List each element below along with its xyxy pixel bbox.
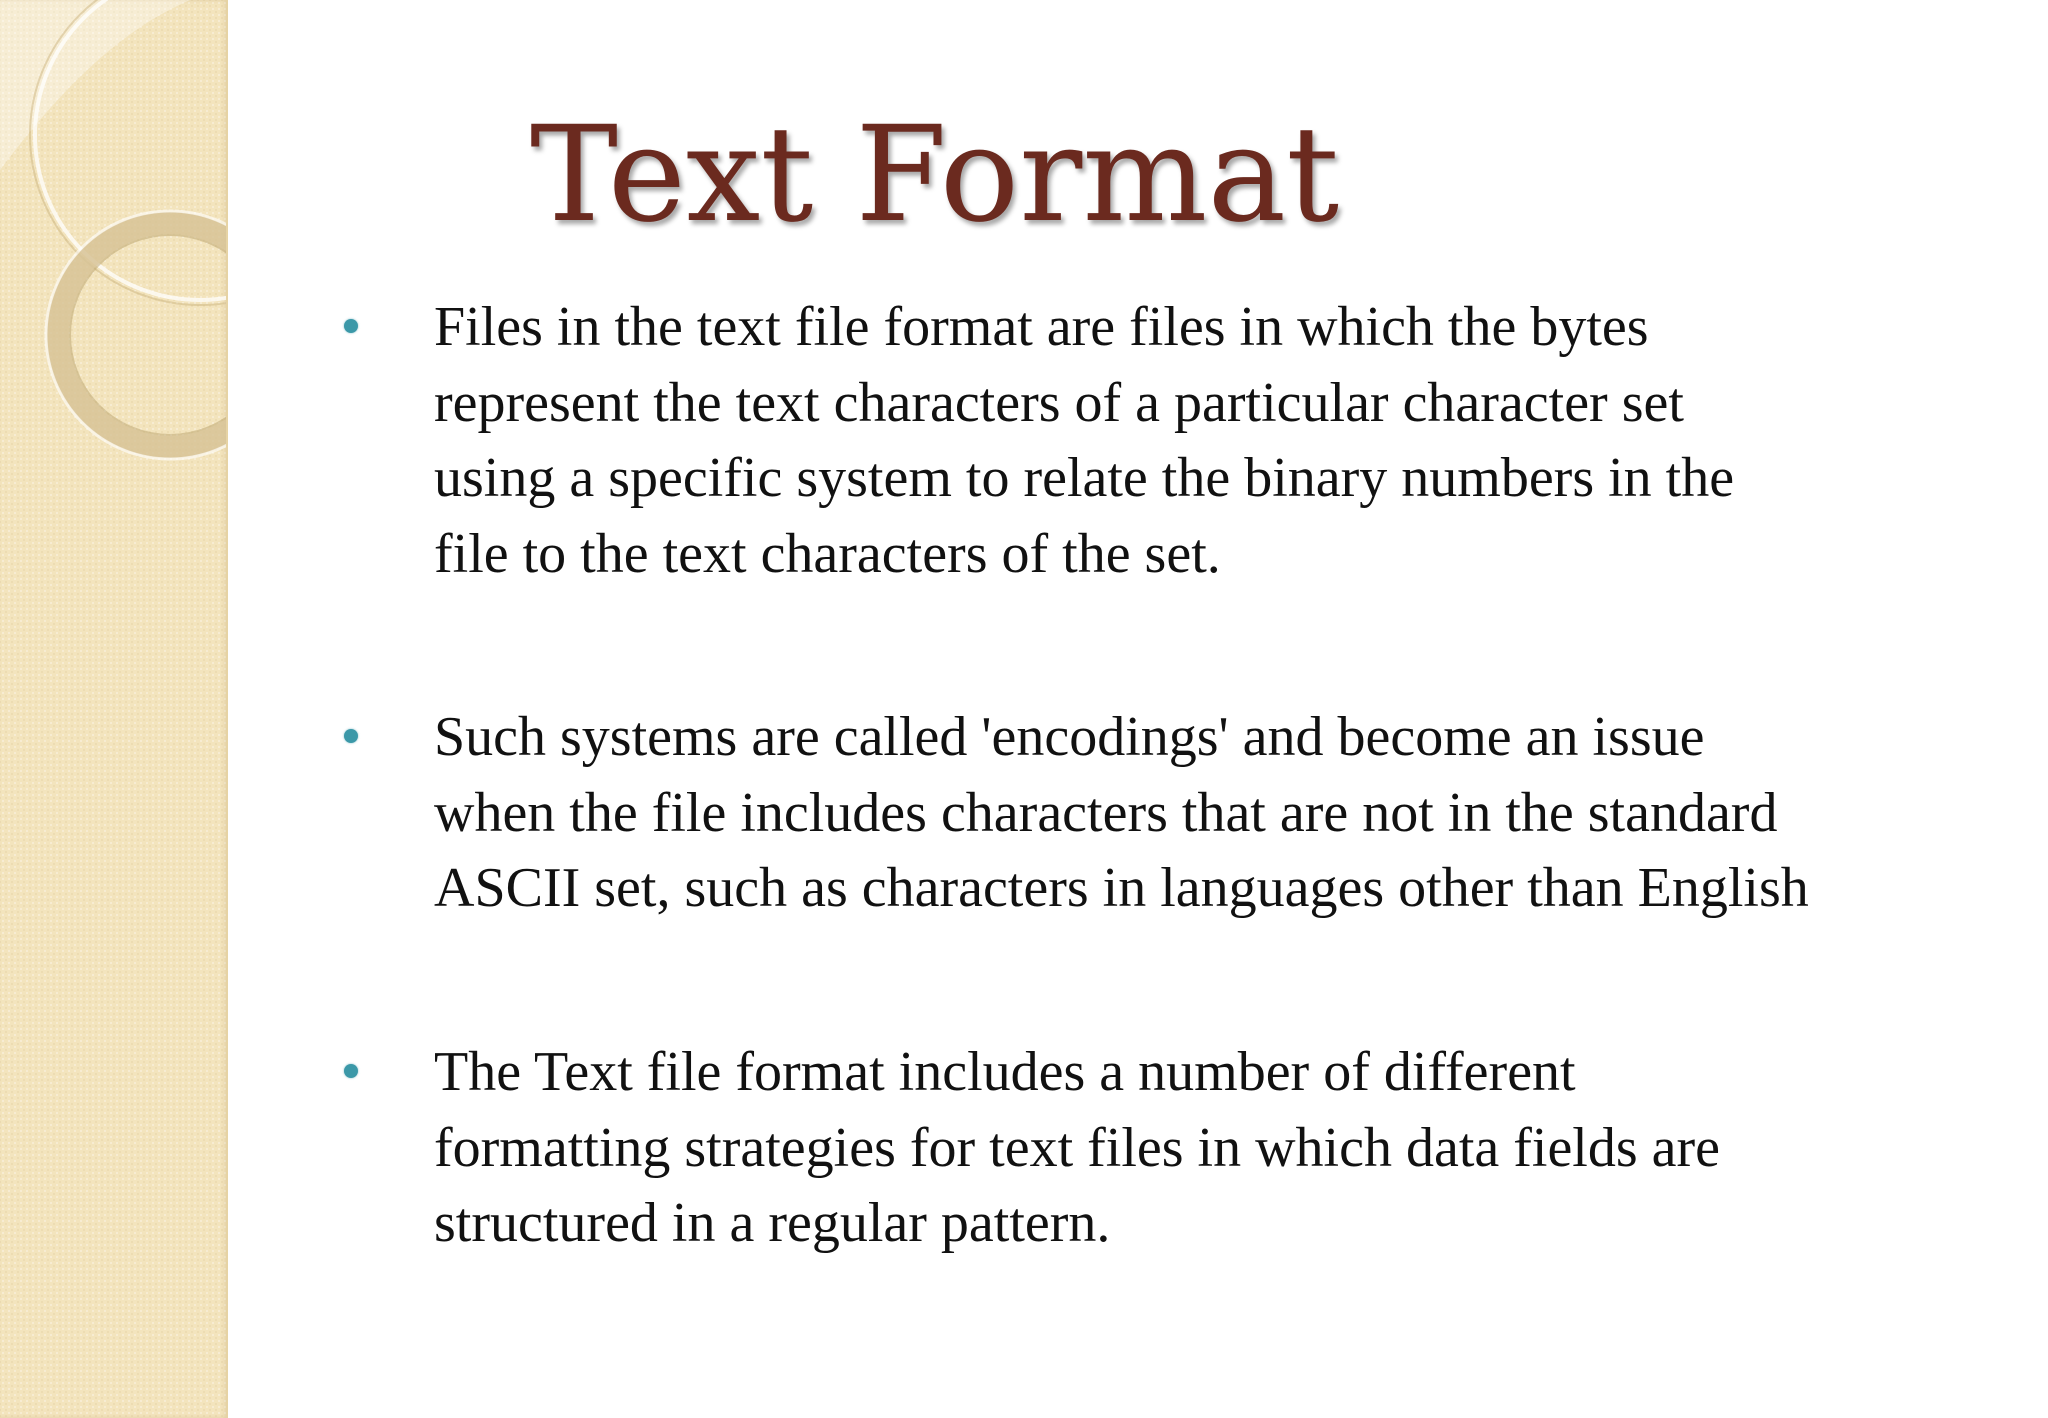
bullet-line: The Text file format includes a number of different (434, 1041, 1576, 1103)
bullet-dot-icon (344, 319, 358, 333)
bullet-line: ASCII set, such as characters in languages other than English (434, 857, 1809, 919)
bullet-line: Files in the text file format are files in which the bytes (434, 296, 1649, 358)
bullet-line: formatting strategies for text files in which data fields are (434, 1116, 1721, 1179)
bullet-dot-icon (344, 729, 358, 743)
slide-title: Text Format (530, 98, 1340, 252)
bullet-line: when the file includes characters that are not in the standard (434, 781, 1778, 844)
decorative-side-panel (0, 0, 228, 1418)
bullet-line: structured in a regular pattern. (434, 1192, 1111, 1254)
decorative-circles-icon (0, 0, 228, 500)
bullet-dot-icon (344, 1064, 358, 1078)
bullet-line: represent the text characters of a particular character set (434, 371, 1684, 434)
bullet-text (434, 700, 2014, 927)
bullet-line: using a specific system to relate the binary numbers in the (434, 447, 1735, 509)
side-panel-edge (226, 0, 228, 1418)
bullet-text (434, 290, 2014, 592)
bullet-line: file to the text characters of the set. (434, 522, 1221, 585)
bullet-text (434, 1035, 2014, 1262)
bullet-line: Such systems are called 'encodings' and become an issue (434, 706, 1705, 768)
